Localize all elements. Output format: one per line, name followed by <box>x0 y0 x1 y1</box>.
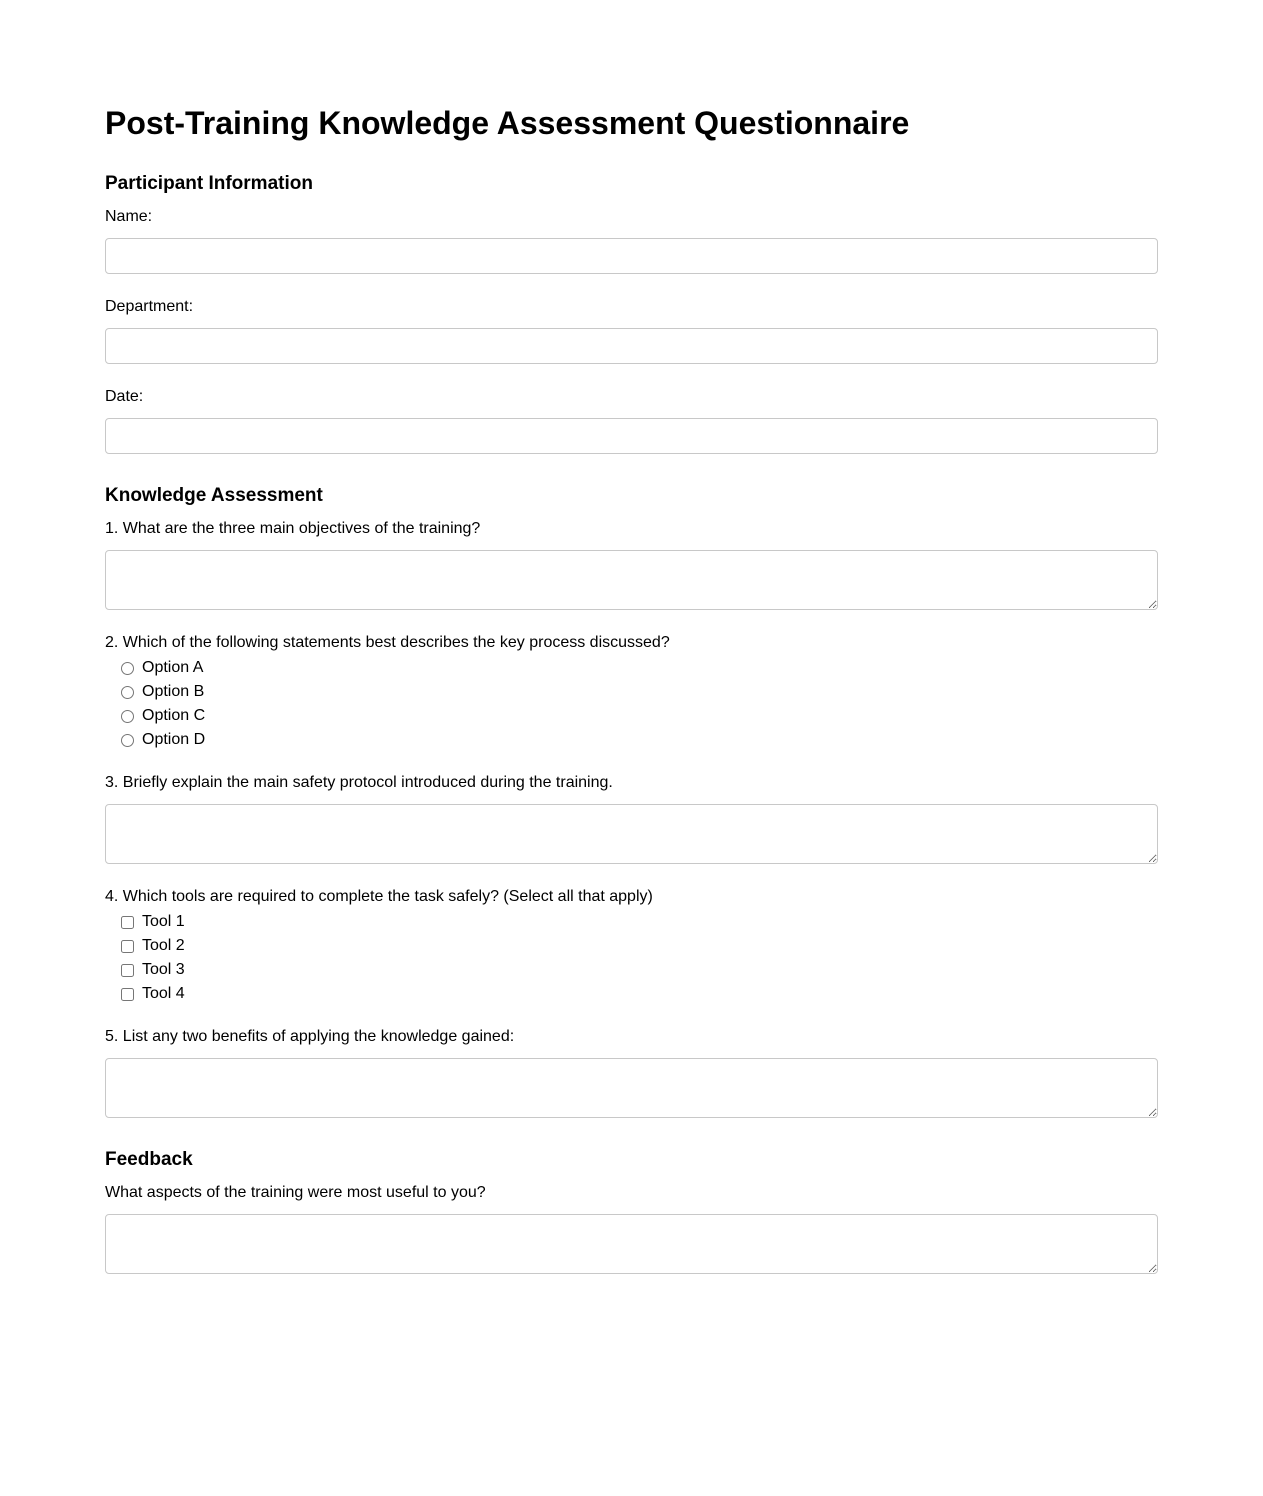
name-input[interactable] <box>105 238 1158 274</box>
section-heading-participant: Participant Information <box>105 173 313 194</box>
date-label: Date: <box>105 388 144 405</box>
question-4-label: 4. Which tools are required to complete the task safely? (Select all that apply) <box>105 888 653 905</box>
question-3-textarea[interactable] <box>105 804 1158 864</box>
question-5-label: 5. List any two benefits of applying the knowledge gained: <box>105 1028 515 1045</box>
checkbox[interactable] <box>121 964 134 977</box>
checkbox[interactable] <box>121 940 134 953</box>
checkbox[interactable] <box>121 988 134 1001</box>
radio-option-label: Option C <box>142 707 206 724</box>
name-label: Name: <box>105 208 153 225</box>
radio-button[interactable] <box>121 734 134 747</box>
radio-option-d[interactable] <box>121 728 205 752</box>
checkbox-tool-3[interactable] <box>121 958 185 982</box>
radio-option-b[interactable] <box>121 680 205 704</box>
question-1-textarea[interactable] <box>105 550 1158 610</box>
question-2-label: 2. Which of the following statements best describes the key process discussed? <box>105 634 670 651</box>
feedback-question-label: What aspects of the training were most useful to you? <box>105 1184 486 1201</box>
checkbox-label: Tool 3 <box>142 961 185 978</box>
question-3-label: 3. Briefly explain the main safety protocol introduced during the training. <box>105 774 613 791</box>
section-heading-feedback: Feedback <box>105 1149 193 1170</box>
page-title: Post-Training Knowledge Assessment Questionnaire <box>105 105 910 141</box>
checkbox-tool-4[interactable] <box>121 982 185 1006</box>
question-2-radio-group <box>121 656 205 752</box>
date-input[interactable] <box>105 418 1158 454</box>
radio-option-a[interactable] <box>121 656 205 680</box>
checkbox-label: Tool 1 <box>142 913 185 930</box>
radio-option-label: Option D <box>142 731 206 748</box>
question-4-checkbox-group <box>121 910 185 1006</box>
feedback-textarea[interactable] <box>105 1214 1158 1274</box>
radio-button[interactable] <box>121 710 134 723</box>
radio-option-label: Option B <box>142 683 205 700</box>
question-1-label: 1. What are the three main objectives of the training? <box>105 520 481 537</box>
radio-option-c[interactable] <box>121 704 205 728</box>
radio-button[interactable] <box>121 686 134 699</box>
department-input[interactable] <box>105 328 1158 364</box>
section-heading-assessment: Knowledge Assessment <box>105 485 323 506</box>
question-5-textarea[interactable] <box>105 1058 1158 1118</box>
checkbox-label: Tool 2 <box>142 937 185 954</box>
checkbox-tool-1[interactable] <box>121 910 185 934</box>
checkbox-label: Tool 4 <box>142 985 185 1002</box>
checkbox-tool-2[interactable] <box>121 934 185 958</box>
radio-button[interactable] <box>121 662 134 675</box>
checkbox[interactable] <box>121 916 134 929</box>
radio-option-label: Option A <box>142 659 204 676</box>
department-label: Department: <box>105 298 194 315</box>
